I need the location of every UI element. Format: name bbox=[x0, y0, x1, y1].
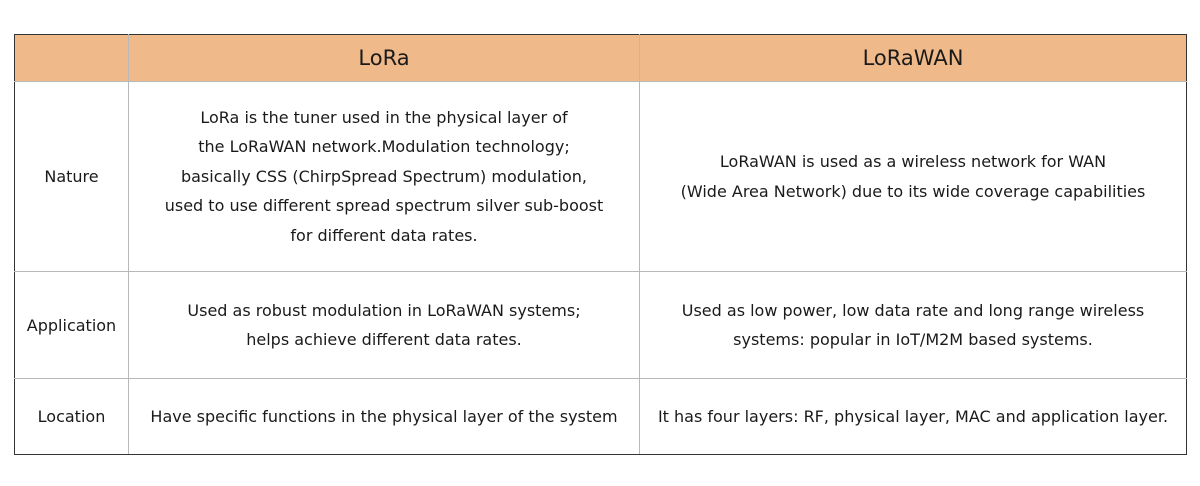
cell-application-lora bbox=[129, 272, 640, 379]
text-line: helps achieve different data rates. bbox=[246, 330, 522, 349]
text-line: used to use different spread spectrum silver sub-boost bbox=[164, 196, 604, 216]
row-label-location: Location bbox=[15, 379, 129, 455]
cell-location-lorawan bbox=[640, 379, 1187, 455]
header-lorawan: LoRaWAN bbox=[640, 35, 1187, 82]
table-row-application bbox=[15, 272, 1187, 379]
comparison-table bbox=[14, 34, 1187, 455]
header-corner-cell bbox=[15, 35, 129, 82]
text-line: LoRaWAN is used as a wireless network for WAN bbox=[719, 152, 1107, 171]
table-row-location bbox=[15, 379, 1187, 455]
text-line: for different data rates. bbox=[290, 225, 478, 245]
text-line: It has four layers: RF, physical layer, MAC and application layer. bbox=[657, 406, 1169, 426]
text-line: Have specific functions in the physical layer of the system bbox=[150, 406, 618, 426]
cell-location-lora bbox=[129, 379, 640, 455]
header-lora: LoRa bbox=[129, 35, 640, 82]
text-line: Used as low power, low data rate and long range wireless bbox=[681, 300, 1145, 320]
text-line: Used as robust modulation in LoRaWAN systems; bbox=[187, 300, 581, 320]
text-line: basically CSS (ChirpSpread Spectrum) modulation, bbox=[180, 166, 588, 186]
row-label-application: Application bbox=[15, 272, 129, 379]
row-label-nature: Nature bbox=[15, 82, 129, 272]
text-line: LoRa is the tuner used in the physical layer of bbox=[200, 107, 568, 127]
cell-nature-lorawan bbox=[640, 82, 1187, 272]
text-line: (Wide Area Network) due to its wide coverage capabilities bbox=[680, 181, 1146, 201]
cell-application-lorawan bbox=[640, 272, 1187, 379]
comparison-table-container bbox=[14, 34, 1186, 452]
text-line: the LoRaWAN network.Modulation technology; bbox=[198, 137, 570, 157]
cell-nature-lora bbox=[129, 82, 640, 272]
header-row bbox=[15, 35, 1187, 82]
text-line: systems: popular in IoT/M2M based systems. bbox=[733, 330, 1093, 349]
table-row-nature bbox=[15, 82, 1187, 272]
